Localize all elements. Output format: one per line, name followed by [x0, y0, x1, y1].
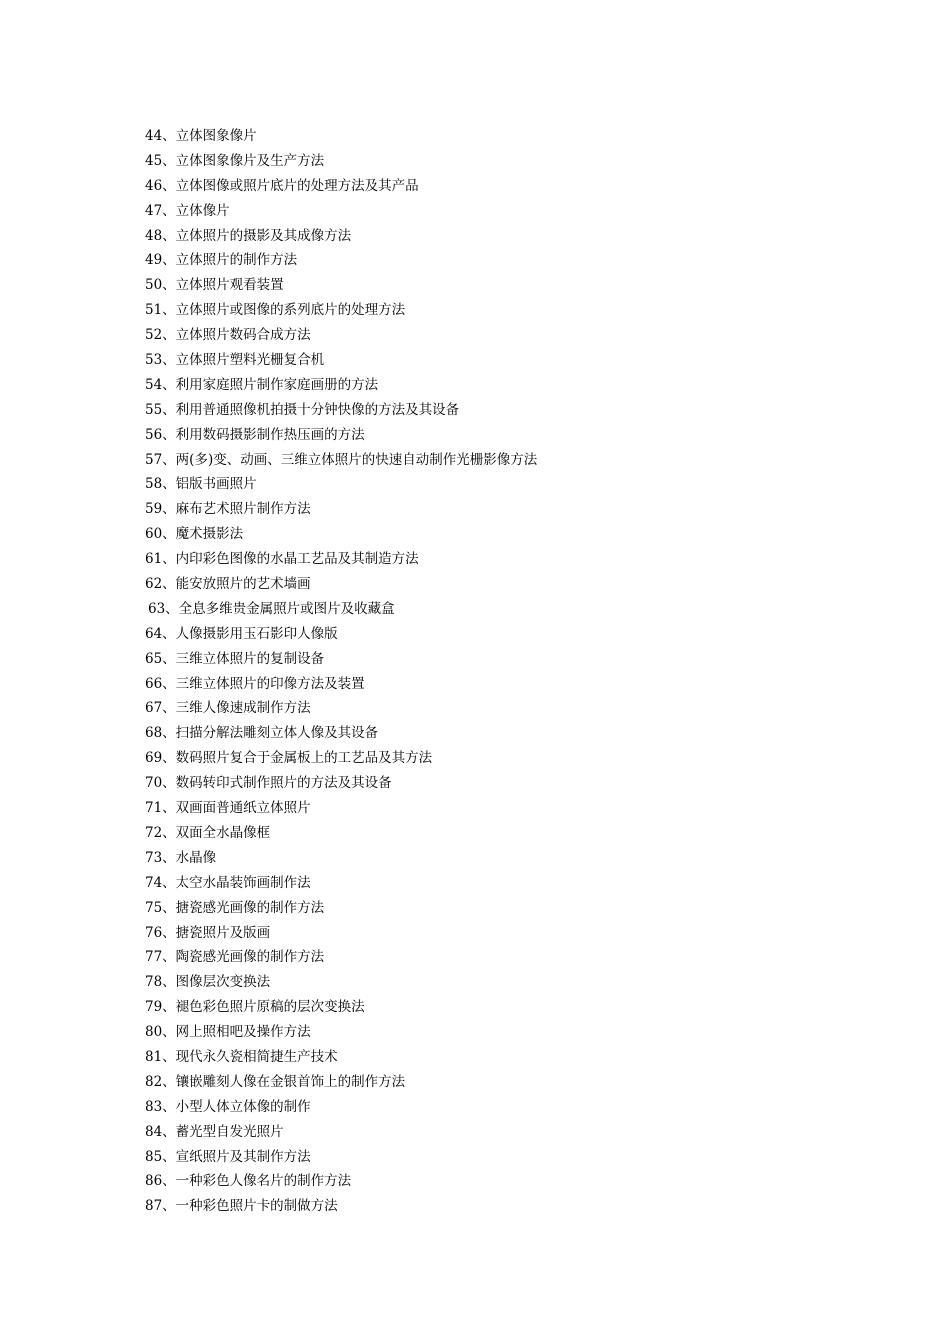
list-item: 65、三维立体照片的复制设备	[145, 650, 325, 667]
list-item: 83、小型人体立体像的制作	[145, 1098, 311, 1115]
list-item: 69、数码照片复合于金属板上的工艺品及其方法	[145, 750, 433, 767]
list-item: 77、陶瓷感光画像的制作方法	[145, 949, 325, 966]
list-item: 62、能安放照片的艺术墙画	[145, 576, 311, 593]
list-item: 60、魔术摄影法	[145, 526, 244, 543]
list-item: 56、利用数码摄影制作热压画的方法	[145, 426, 365, 443]
patent-title-list	[145, 124, 537, 1219]
list-item: 84、蓄光型自发光照片	[145, 1123, 284, 1140]
list-item: 72、双面全水晶像框	[145, 824, 271, 841]
list-item: 82、镶嵌雕刻人像在金银首饰上的制作方法	[145, 1073, 406, 1090]
list-item: 51、立体照片或图像的系列底片的处理方法	[145, 302, 406, 319]
list-item: 74、太空水晶装饰画制作法	[145, 874, 311, 891]
list-item: 71、双画面普通纸立体照片	[145, 800, 311, 817]
list-item: 75、搪瓷感光画像的制作方法	[145, 899, 325, 916]
list-item: 67、三维人像速成制作方法	[145, 700, 311, 717]
list-item: 78、图像层次变换法	[145, 974, 271, 991]
list-item: 61、内印彩色图像的水晶工艺品及其制造方法	[145, 551, 419, 568]
list-item: 44、立体图象像片	[145, 128, 257, 144]
list-item: 73、水晶像	[145, 849, 217, 866]
list-item: 54、利用家庭照片制作家庭画册的方法	[145, 376, 379, 393]
list-item: 85、宣纸照片及其制作方法	[145, 1148, 311, 1165]
list-item: 50、立体照片观看装置	[145, 277, 284, 294]
list-item: 52、立体照片数码合成方法	[145, 327, 311, 344]
list-item: 57、两(多)变、动画、三维立体照片的快速自动制作光栅影像方法	[145, 451, 538, 468]
list-item: 81、现代永久瓷相简捷生产技术	[145, 1048, 338, 1065]
list-item: 70、数码转印式制作照片的方法及其设备	[145, 775, 392, 792]
list-item: 49、立体照片的制作方法	[145, 252, 298, 269]
list-item: 86、一种彩色人像名片的制作方法	[145, 1173, 352, 1190]
list-item: 45、立体图象像片及生产方法	[145, 152, 325, 169]
list-item: 47、立体像片	[145, 202, 230, 219]
list-item: 76、搪瓷照片及版画	[145, 924, 271, 941]
list-item: 87、一种彩色照片卡的制做方法	[145, 1198, 338, 1215]
list-item: 79、褪色彩色照片原稿的层次变换法	[145, 999, 365, 1016]
list-item: 68、扫描分解法雕刻立体人像及其设备	[145, 725, 379, 742]
list-item: 66、三维立体照片的印像方法及装置	[145, 675, 365, 692]
list-item: 64、人像摄影用玉石影印人像版	[145, 625, 338, 642]
list-item: 58、铝版书画照片	[145, 476, 257, 493]
list-item: 53、立体照片塑料光栅复合机	[145, 352, 325, 369]
list-item: 80、网上照相吧及操作方法	[145, 1024, 311, 1041]
list-item: 46、立体图像或照片底片的处理方法及其产品	[145, 177, 419, 194]
list-item: 55、利用普通照像机拍摄十分钟快像的方法及其设备	[145, 401, 460, 418]
list-item: 63、全息多维贵金属照片或图片及收藏盒	[148, 600, 395, 617]
list-item: 59、麻布艺术照片制作方法	[145, 501, 311, 518]
list-item: 48、立体照片的摄影及其成像方法	[145, 227, 352, 244]
